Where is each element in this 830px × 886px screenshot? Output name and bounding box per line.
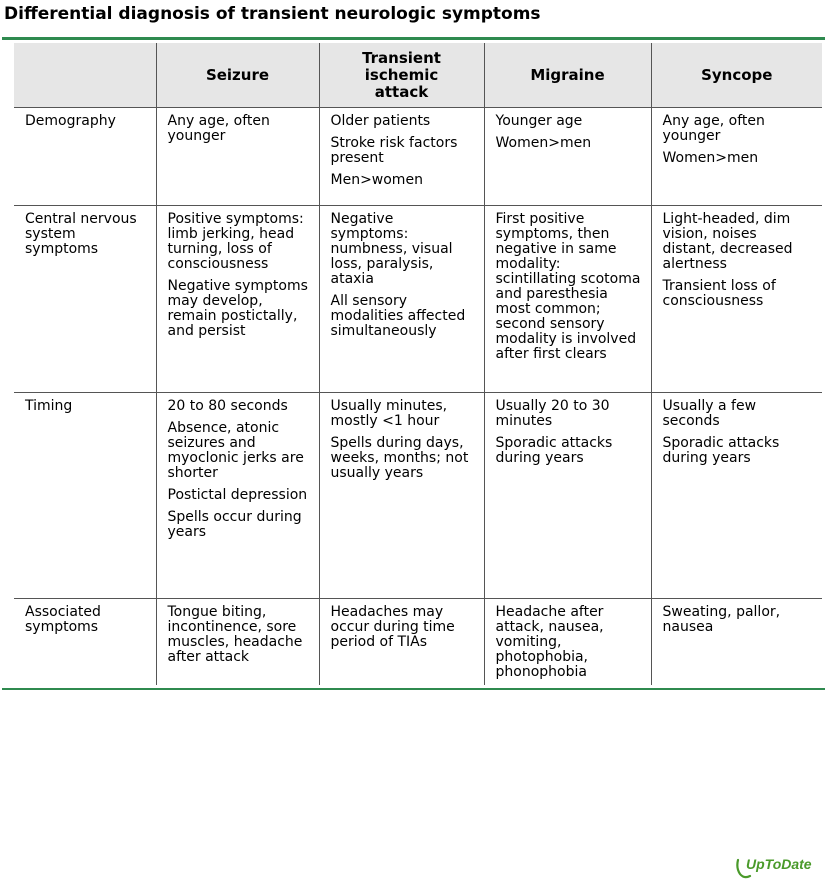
page-title: Differential diagnosis of transient neurologic symptoms <box>4 4 541 24</box>
column-header-seizure: Seizure <box>156 43 319 108</box>
row-label: Timing <box>14 393 156 599</box>
table-cell <box>484 108 651 206</box>
cell-text: First positive symptoms, then negative in same modality: scintillating scotoma and paresthesia most common; second sensory modality is involved after first clears <box>495 211 641 362</box>
cell-text: Younger age <box>495 113 583 129</box>
cell-text: Postictal depression <box>167 487 308 503</box>
cell-text: Stroke risk factors present <box>330 135 458 166</box>
cell-text: Negative symptoms: numbness, visual loss, paralysis, ataxia <box>330 211 453 287</box>
cell-text: All sensory modalities affected simultaneously <box>330 293 466 339</box>
table-cell <box>484 393 651 599</box>
column-header-tia: Transient ischemic attack <box>319 43 484 108</box>
table-cell <box>156 206 319 393</box>
cell-text: Spells during days, weeks, months; not usually years <box>330 435 469 481</box>
cell-text: Spells occur during years <box>167 509 302 540</box>
cell-text: Any age, often younger <box>662 113 765 144</box>
cell-text: Headaches may occur during time period of TIAs <box>330 604 455 650</box>
row-label: Central nervous system symptoms <box>14 206 156 393</box>
logo-text: UpToDate <box>746 856 812 872</box>
table-row <box>14 599 822 686</box>
column-header-syncope: Syncope <box>651 43 822 108</box>
column-header-empty <box>14 43 156 108</box>
cell-text: Usually minutes, mostly <1 hour <box>330 398 448 429</box>
cell-text: Sporadic attacks during years <box>495 435 613 466</box>
cell-text: Any age, often younger <box>167 113 270 144</box>
cell-text: Headache after attack, nausea, vomiting, photophobia, phonophobia <box>495 604 604 680</box>
column-header-migraine: Migraine <box>484 43 651 108</box>
cell-text: Transient loss of consciousness <box>662 278 776 309</box>
table-cell <box>484 599 651 686</box>
table-cell <box>651 599 822 686</box>
table-row <box>14 393 822 599</box>
row-label: Demography <box>14 108 156 206</box>
cell-text: Usually a few seconds <box>662 398 757 429</box>
table-cell <box>651 393 822 599</box>
row-label: Associated symptoms <box>14 599 156 686</box>
cell-text: 20 to 80 seconds <box>167 398 288 414</box>
table-cell <box>651 206 822 393</box>
cell-text: Light-headed, dim vision, noises distant, decreased alertness <box>662 211 793 272</box>
cell-text: Men>women <box>330 172 423 188</box>
table-cell <box>156 108 319 206</box>
cell-text: Usually 20 to 30 minutes <box>495 398 610 429</box>
table-cell <box>319 206 484 393</box>
top-rule <box>2 37 825 40</box>
cell-text: Sweating, pallor, nausea <box>662 604 781 635</box>
table-cell <box>651 108 822 206</box>
cell-text: Tongue biting, incontinence, sore muscles, headache after attack <box>167 604 303 665</box>
table-cell <box>156 393 319 599</box>
table-cell <box>319 599 484 686</box>
table-cell <box>319 108 484 206</box>
table-cell <box>319 393 484 599</box>
table-header-row <box>14 43 822 108</box>
cell-text: Older patients <box>330 113 431 129</box>
cell-text: Negative symptoms may develop, remain postictally, and persist <box>167 278 308 339</box>
cell-text: Sporadic attacks during years <box>662 435 780 466</box>
table-row <box>14 206 822 393</box>
cell-text: Women>men <box>662 150 759 166</box>
bottom-rule <box>2 688 825 690</box>
cell-text: Women>men <box>495 135 592 151</box>
cell-text: Absence, atonic seizures and myoclonic jerks are shorter <box>167 420 304 481</box>
table-row <box>14 108 822 206</box>
diagnosis-table <box>14 43 822 685</box>
cell-text: Positive symptoms: limb jerking, head turning, loss of consciousness <box>167 211 304 272</box>
table-cell <box>484 206 651 393</box>
table-cell <box>156 599 319 686</box>
